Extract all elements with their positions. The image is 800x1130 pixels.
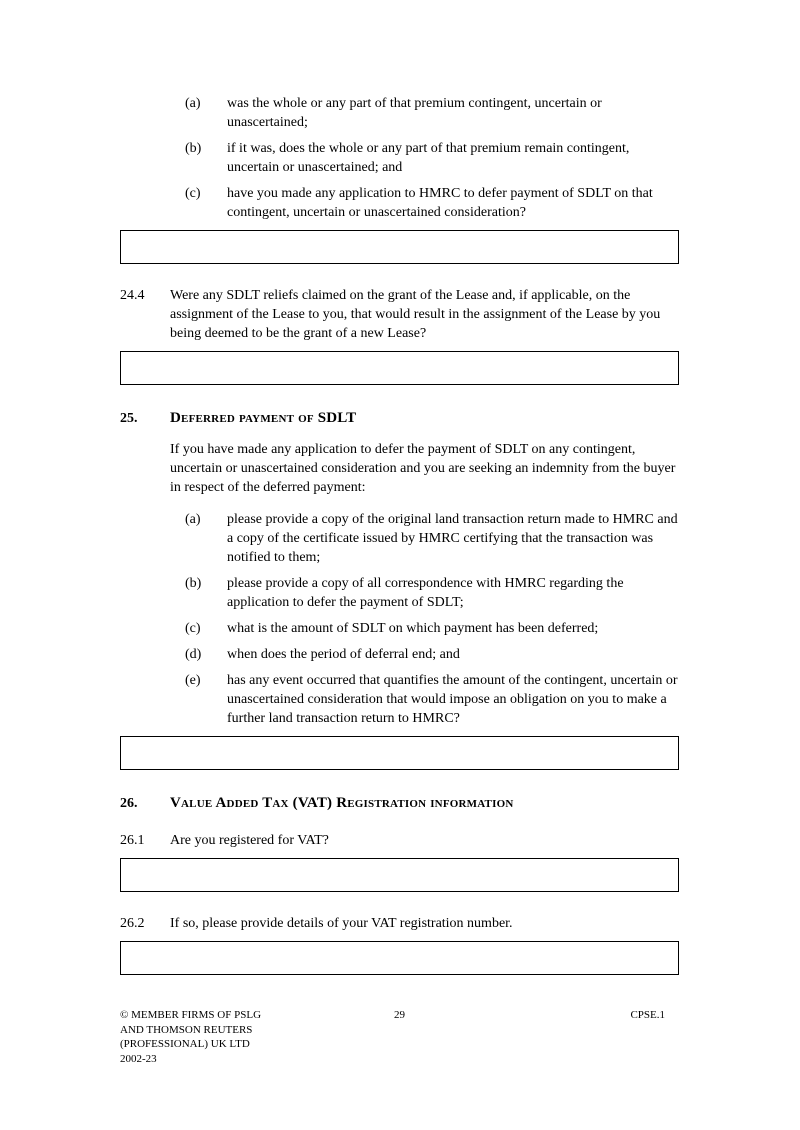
answer-box-24-4[interactable]	[120, 351, 679, 385]
question-24-3-sublist	[120, 94, 679, 222]
question-26-2	[120, 914, 679, 933]
page-number: 29	[394, 1009, 405, 1021]
answer-box-25[interactable]	[120, 736, 679, 770]
section-25-heading-row	[120, 409, 679, 428]
answer-box-26-2[interactable]	[120, 941, 679, 975]
footer-copyright	[120, 1008, 261, 1066]
list-item	[185, 510, 679, 567]
item-text: has any event occurred that quantifies the amount of the contingent, uncertain or unascertained consideration that would impose an obligation on you to make a further land transaction return to HMRC?	[227, 673, 678, 726]
section-25-intro: If you have made any application to defer the payment of SDLT on any contingent, uncertain or unascertained consideration and you are seeking an indemnity from the buyer in respect of the deferred payment:	[170, 442, 676, 495]
item-text: if it was, does the whole or any part of that premium remain contingent, uncertain or unascertained; and	[227, 141, 630, 175]
question-number: 26.1	[120, 833, 145, 848]
footer-copyright-line: © MEMBER FIRMS OF PSLG	[120, 1009, 262, 1021]
item-text: was the whole or any part of that premium contingent, uncertain or unascertained;	[227, 96, 602, 130]
answer-box-24-3[interactable]	[120, 230, 679, 264]
item-label: (e)	[185, 673, 201, 688]
item-text: have you made any application to HMRC to defer payment of SDLT on that contingent, uncertain or unascertained consideration?	[227, 186, 653, 220]
section-25-sublist	[120, 510, 679, 728]
list-item	[185, 574, 679, 612]
question-text: Were any SDLT reliefs claimed on the grant of the Lease and, if applicable, on the assignment of the Lease to you, that would result in the assignment of the Lease by you being deemed to be the grant of a new Lease?	[170, 288, 661, 341]
question-text: If so, please provide details of your VAT registration number.	[170, 916, 513, 931]
item-label: (c)	[185, 621, 201, 636]
question-26-1	[120, 831, 679, 850]
item-label: (a)	[185, 512, 201, 527]
list-item	[185, 139, 679, 177]
list-item	[185, 94, 679, 132]
footer-copyright-line: (PROFESSIONAL) UK LTD	[120, 1038, 250, 1050]
section-number: 26.	[120, 796, 138, 811]
list-item	[185, 619, 679, 638]
item-text: when does the period of deferral end; and	[227, 647, 460, 662]
question-number: 24.4	[120, 288, 145, 303]
item-label: (a)	[185, 96, 201, 111]
footer-copyright-line: 2002-23	[120, 1052, 157, 1065]
list-item	[185, 184, 679, 222]
section-number: 25.	[120, 411, 138, 426]
section-heading: Value Added Tax (VAT) Registration information	[170, 795, 514, 811]
section-heading: Deferred payment of SDLT	[170, 410, 357, 426]
answer-box-26-1[interactable]	[120, 858, 679, 892]
footer-copyright-line: AND THOMSON REUTERS	[120, 1023, 253, 1036]
item-label: (c)	[185, 186, 201, 201]
list-item	[185, 645, 679, 664]
item-text: please provide a copy of the original land transaction return made to HMRC and a copy of the certificate issued by HMRC certifying that the transaction was notified to them;	[227, 512, 678, 565]
item-text: what is the amount of SDLT on which payment has been deferred;	[227, 621, 599, 636]
list-item	[185, 671, 679, 728]
question-text: Are you registered for VAT?	[170, 833, 329, 848]
question-24-4	[120, 286, 679, 343]
section-26-heading-row	[120, 794, 679, 813]
item-label: (b)	[185, 141, 202, 156]
item-text: please provide a copy of all correspondence with HMRC regarding the application to defer the payment of SDLT;	[227, 576, 624, 610]
document-reference: CPSE.1	[630, 1009, 665, 1021]
question-number: 26.2	[120, 916, 145, 931]
item-label: (d)	[185, 647, 202, 662]
item-label: (b)	[185, 576, 202, 591]
